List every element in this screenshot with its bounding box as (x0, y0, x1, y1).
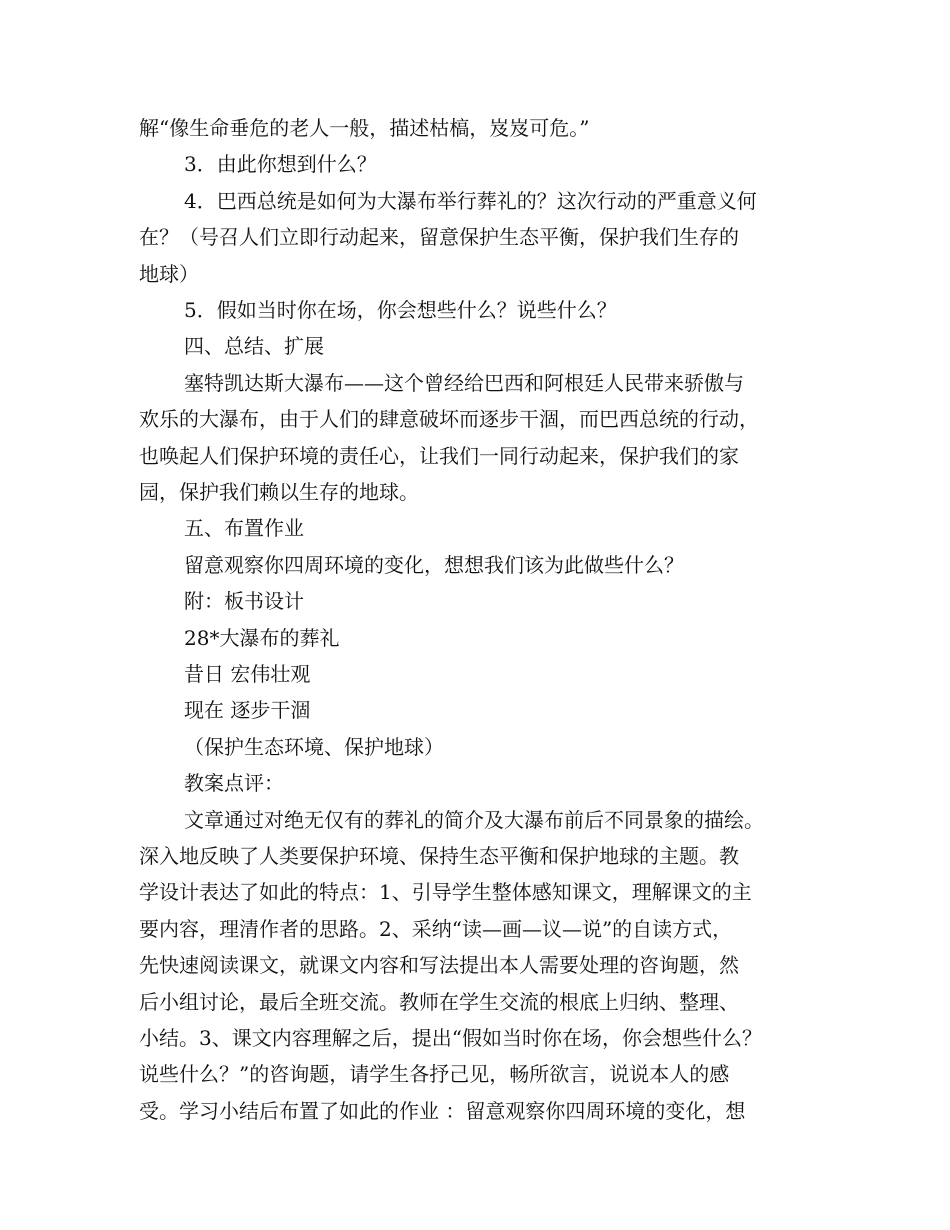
text-line: 先快速阅读课文，就课文内容和写法提出本人需要处理的咨询题，然 (139, 953, 739, 977)
text-line: 现在 逐步干涸 (184, 698, 311, 722)
text-line: （保护生态环境、保护地球） (184, 735, 444, 759)
text-line: 附：板书设计 (184, 589, 304, 613)
text-line: 解“像生命垂危的老人一般，描述枯槁，岌岌可危。” (139, 116, 590, 140)
text-line: 要内容，理清作者的思路。2、采纳“读—画—议—说”的自读方式， (139, 917, 733, 941)
text-line: 留意观察你四周环境的变化，想想我们该为此做些什么？ (184, 553, 684, 577)
section-heading: 五、布置作业 (184, 516, 304, 540)
text-line: 文章通过对绝无仅有的葬礼的简介及大瀑布前后不同景象的描绘。 (184, 808, 764, 832)
text-line: 3．由此你想到什么？ (184, 152, 377, 176)
text-line: 受。学习小结后布置了如此的作业 ：留意观察你四周环境的变化，想 (139, 1099, 746, 1123)
text-line: 学设计表达了如此的特点：1、引导学生整体感知课文，理解课文的主 (139, 880, 752, 904)
text-line: 深入地反映了人类要保护环境、保持生态平衡和保护地球的主题。教 (139, 844, 739, 868)
text-line: 4．巴西总统是如何为大瀑布举行葬礼的？这次行动的严重意义何 (184, 189, 757, 213)
text-line: 园，保护我们赖以生存的地球。 (139, 480, 419, 504)
text-line: 在？（号召人们立即行动起来，留意保护生态平衡，保护我们生存的 (139, 225, 739, 249)
text-line: 地球） (139, 262, 199, 286)
text-line: 也唤起人们保护环境的责任心，让我们一同行动起来，保护我们的家 (139, 444, 739, 468)
text-line: 小结。3、课文内容理解之后，提出“假如当时你在场，你会想些什么？ (139, 1026, 762, 1050)
text-line: 昔日 宏伟壮观 (184, 662, 311, 686)
text-line: 说些什么？”的咨询题，请学生各抒己见，畅所欲言，说说本人的感 (139, 1062, 730, 1086)
section-heading: 四、总结、扩展 (184, 334, 324, 358)
text-line: 欢乐的大瀑布，由于人们的肆意破坏而逐步干涸，而巴西总统的行动， (139, 407, 759, 431)
text-line: 塞特凯达斯大瀑布——这个曾经给巴西和阿根廷人民带来骄傲与 (184, 371, 744, 395)
text-line: 5．假如当时你在场，你会想些什么？说些什么？ (184, 298, 617, 322)
text-line: 后小组讨论，最后全班交流。教师在学生交流的根底上归纳、整理、 (139, 990, 739, 1014)
text-line: 教案点评： (184, 771, 284, 795)
text-line: 28*大瀑布的葬礼 (184, 626, 340, 650)
